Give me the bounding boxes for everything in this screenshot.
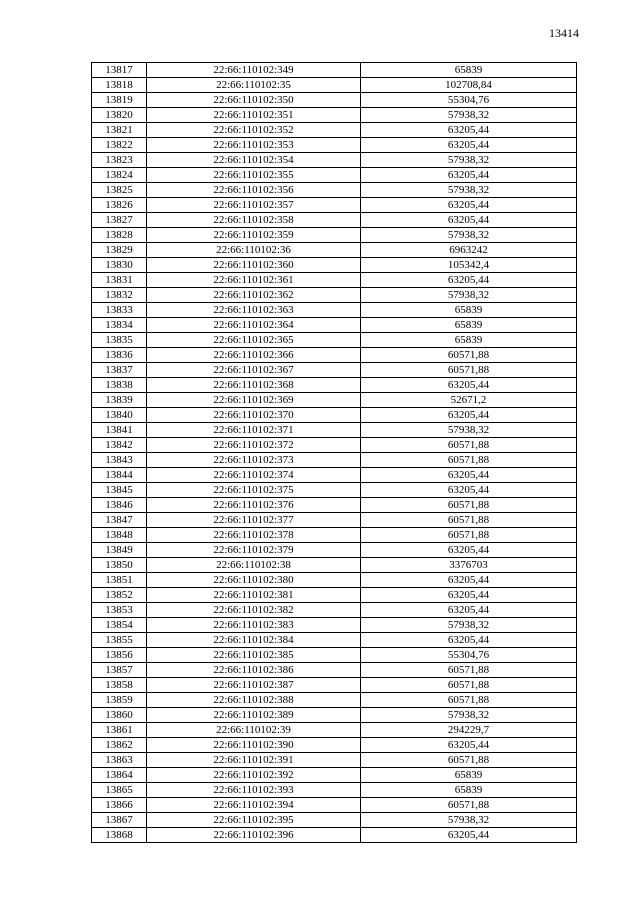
table-row bbox=[92, 438, 577, 453]
row-number-cell: 13821 bbox=[92, 123, 147, 138]
cadastral-number-cell: 22:66:110102:386 bbox=[147, 663, 361, 678]
cadastral-value-cell: 63205,44 bbox=[361, 828, 577, 843]
table-row bbox=[92, 258, 577, 273]
table-row bbox=[92, 543, 577, 558]
cadastral-value-cell: 60571,88 bbox=[361, 798, 577, 813]
row-number-cell: 13841 bbox=[92, 423, 147, 438]
cadastral-number-cell: 22:66:110102:38 bbox=[147, 558, 361, 573]
table-row bbox=[92, 243, 577, 258]
cadastral-number-cell: 22:66:110102:361 bbox=[147, 273, 361, 288]
cadastral-value-cell: 65839 bbox=[361, 783, 577, 798]
cadastral-value-cell: 60571,88 bbox=[361, 438, 577, 453]
table-row bbox=[92, 528, 577, 543]
cadastral-value-cell: 63205,44 bbox=[361, 588, 577, 603]
cadastral-number-cell: 22:66:110102:356 bbox=[147, 183, 361, 198]
cadastral-value-cell: 63205,44 bbox=[361, 378, 577, 393]
table-row bbox=[92, 153, 577, 168]
cadastral-number-cell: 22:66:110102:362 bbox=[147, 288, 361, 303]
row-number-cell: 13834 bbox=[92, 318, 147, 333]
cadastral-value-cell: 65839 bbox=[361, 63, 577, 78]
table-row bbox=[92, 573, 577, 588]
table-row bbox=[92, 558, 577, 573]
cadastral-number-cell: 22:66:110102:359 bbox=[147, 228, 361, 243]
table-row bbox=[92, 618, 577, 633]
row-number-cell: 13838 bbox=[92, 378, 147, 393]
table-row bbox=[92, 423, 577, 438]
cadastral-number-cell: 22:66:110102:369 bbox=[147, 393, 361, 408]
cadastral-value-cell: 60571,88 bbox=[361, 498, 577, 513]
table-row bbox=[92, 108, 577, 123]
row-number-cell: 13863 bbox=[92, 753, 147, 768]
cadastral-number-cell: 22:66:110102:393 bbox=[147, 783, 361, 798]
cadastral-value-cell: 57938,32 bbox=[361, 228, 577, 243]
table-row bbox=[92, 198, 577, 213]
cadastral-number-cell: 22:66:110102:378 bbox=[147, 528, 361, 543]
cadastral-number-cell: 22:66:110102:396 bbox=[147, 828, 361, 843]
cadastral-number-cell: 22:66:110102:380 bbox=[147, 573, 361, 588]
table-row bbox=[92, 348, 577, 363]
row-number-cell: 13859 bbox=[92, 693, 147, 708]
table-row bbox=[92, 303, 577, 318]
cadastral-value-cell: 60571,88 bbox=[361, 348, 577, 363]
cadastral-value-cell: 63205,44 bbox=[361, 738, 577, 753]
cadastral-value-cell: 65839 bbox=[361, 768, 577, 783]
row-number-cell: 13848 bbox=[92, 528, 147, 543]
cadastral-number-cell: 22:66:110102:352 bbox=[147, 123, 361, 138]
table-row bbox=[92, 498, 577, 513]
cadastral-value-cell: 63205,44 bbox=[361, 483, 577, 498]
cadastral-number-cell: 22:66:110102:391 bbox=[147, 753, 361, 768]
cadastral-number-cell: 22:66:110102:375 bbox=[147, 483, 361, 498]
table-row bbox=[92, 588, 577, 603]
cadastral-value-cell: 57938,32 bbox=[361, 288, 577, 303]
row-number-cell: 13843 bbox=[92, 453, 147, 468]
table-row bbox=[92, 333, 577, 348]
cadastral-value-cell: 57938,32 bbox=[361, 423, 577, 438]
cadastral-value-cell: 3376703 bbox=[361, 558, 577, 573]
cadastral-number-cell: 22:66:110102:394 bbox=[147, 798, 361, 813]
row-number-cell: 13837 bbox=[92, 363, 147, 378]
cadastral-value-cell: 63205,44 bbox=[361, 273, 577, 288]
row-number-cell: 13846 bbox=[92, 498, 147, 513]
cadastral-value-cell: 63205,44 bbox=[361, 543, 577, 558]
cadastral-number-cell: 22:66:110102:390 bbox=[147, 738, 361, 753]
table-row bbox=[92, 753, 577, 768]
cadastral-value-cell: 60571,88 bbox=[361, 528, 577, 543]
cadastral-number-cell: 22:66:110102:379 bbox=[147, 543, 361, 558]
row-number-cell: 13866 bbox=[92, 798, 147, 813]
cadastral-number-cell: 22:66:110102:36 bbox=[147, 243, 361, 258]
row-number-cell: 13847 bbox=[92, 513, 147, 528]
table-row bbox=[92, 228, 577, 243]
cadastral-value-cell: 65839 bbox=[361, 333, 577, 348]
row-number-cell: 13861 bbox=[92, 723, 147, 738]
row-number-cell: 13829 bbox=[92, 243, 147, 258]
table-row bbox=[92, 708, 577, 723]
cadastral-number-cell: 22:66:110102:382 bbox=[147, 603, 361, 618]
cadastral-number-cell: 22:66:110102:353 bbox=[147, 138, 361, 153]
row-number-cell: 13854 bbox=[92, 618, 147, 633]
row-number-cell: 13818 bbox=[92, 78, 147, 93]
row-number-cell: 13855 bbox=[92, 633, 147, 648]
row-number-cell: 13858 bbox=[92, 678, 147, 693]
table-row bbox=[92, 78, 577, 93]
row-number-cell: 13835 bbox=[92, 333, 147, 348]
cadastral-number-cell: 22:66:110102:372 bbox=[147, 438, 361, 453]
cadastral-value-cell: 60571,88 bbox=[361, 453, 577, 468]
table-row bbox=[92, 213, 577, 228]
cadastral-value-cell: 52671,2 bbox=[361, 393, 577, 408]
cadastral-value-cell: 105342,4 bbox=[361, 258, 577, 273]
table-body bbox=[92, 63, 577, 843]
cadastral-number-cell: 22:66:110102:367 bbox=[147, 363, 361, 378]
table-row bbox=[92, 663, 577, 678]
row-number-cell: 13822 bbox=[92, 138, 147, 153]
row-number-cell: 13840 bbox=[92, 408, 147, 423]
cadastral-value-cell: 60571,88 bbox=[361, 693, 577, 708]
cadastral-value-cell: 57938,32 bbox=[361, 108, 577, 123]
cadastral-value-cell: 63205,44 bbox=[361, 603, 577, 618]
table-row bbox=[92, 318, 577, 333]
cadastral-number-cell: 22:66:110102:387 bbox=[147, 678, 361, 693]
table-row bbox=[92, 633, 577, 648]
cadastral-value-cell: 60571,88 bbox=[361, 513, 577, 528]
row-number-cell: 13867 bbox=[92, 813, 147, 828]
cadastral-value-cell: 57938,32 bbox=[361, 813, 577, 828]
row-number-cell: 13836 bbox=[92, 348, 147, 363]
cadastral-number-cell: 22:66:110102:373 bbox=[147, 453, 361, 468]
table-row bbox=[92, 648, 577, 663]
cadastral-number-cell: 22:66:110102:35 bbox=[147, 78, 361, 93]
cadastral-number-cell: 22:66:110102:357 bbox=[147, 198, 361, 213]
table-row bbox=[92, 678, 577, 693]
cadastral-number-cell: 22:66:110102:381 bbox=[147, 588, 361, 603]
cadastral-value-cell: 63205,44 bbox=[361, 138, 577, 153]
row-number-cell: 13864 bbox=[92, 768, 147, 783]
cadastral-number-cell: 22:66:110102:395 bbox=[147, 813, 361, 828]
row-number-cell: 13823 bbox=[92, 153, 147, 168]
cadastral-value-cell: 55304,76 bbox=[361, 93, 577, 108]
cadastral-number-cell: 22:66:110102:351 bbox=[147, 108, 361, 123]
cadastral-value-cell: 55304,76 bbox=[361, 648, 577, 663]
row-number-cell: 13824 bbox=[92, 168, 147, 183]
cadastral-number-cell: 22:66:110102:371 bbox=[147, 423, 361, 438]
row-number-cell: 13817 bbox=[92, 63, 147, 78]
cadastral-number-cell: 22:66:110102:385 bbox=[147, 648, 361, 663]
table-row bbox=[92, 468, 577, 483]
cadastral-number-cell: 22:66:110102:388 bbox=[147, 693, 361, 708]
row-number-cell: 13851 bbox=[92, 573, 147, 588]
cadastral-number-cell: 22:66:110102:377 bbox=[147, 513, 361, 528]
cadastral-number-cell: 22:66:110102:383 bbox=[147, 618, 361, 633]
cadastral-value-cell: 294229,7 bbox=[361, 723, 577, 738]
table-row bbox=[92, 288, 577, 303]
row-number-cell: 13853 bbox=[92, 603, 147, 618]
row-number-cell: 13826 bbox=[92, 198, 147, 213]
cadastral-value-cell: 63205,44 bbox=[361, 633, 577, 648]
cadastral-number-cell: 22:66:110102:363 bbox=[147, 303, 361, 318]
row-number-cell: 13857 bbox=[92, 663, 147, 678]
table-row bbox=[92, 363, 577, 378]
table-row bbox=[92, 408, 577, 423]
cadastral-number-cell: 22:66:110102:364 bbox=[147, 318, 361, 333]
row-number-cell: 13868 bbox=[92, 828, 147, 843]
cadastral-number-cell: 22:66:110102:350 bbox=[147, 93, 361, 108]
cadastral-value-table bbox=[91, 62, 577, 843]
cadastral-value-cell: 63205,44 bbox=[361, 573, 577, 588]
row-number-cell: 13828 bbox=[92, 228, 147, 243]
table-row bbox=[92, 393, 577, 408]
cadastral-number-cell: 22:66:110102:376 bbox=[147, 498, 361, 513]
table-row bbox=[92, 123, 577, 138]
cadastral-value-cell: 57938,32 bbox=[361, 183, 577, 198]
cadastral-value-cell: 65839 bbox=[361, 318, 577, 333]
cadastral-value-cell: 65839 bbox=[361, 303, 577, 318]
cadastral-value-cell: 63205,44 bbox=[361, 198, 577, 213]
row-number-cell: 13842 bbox=[92, 438, 147, 453]
table-row bbox=[92, 738, 577, 753]
table-row bbox=[92, 168, 577, 183]
page-number: 13414 bbox=[549, 26, 579, 40]
table-row bbox=[92, 63, 577, 78]
row-number-cell: 13830 bbox=[92, 258, 147, 273]
row-number-cell: 13825 bbox=[92, 183, 147, 198]
row-number-cell: 13831 bbox=[92, 273, 147, 288]
cadastral-value-cell: 63205,44 bbox=[361, 408, 577, 423]
cadastral-number-cell: 22:66:110102:374 bbox=[147, 468, 361, 483]
cadastral-value-cell: 57938,32 bbox=[361, 618, 577, 633]
row-number-cell: 13849 bbox=[92, 543, 147, 558]
row-number-cell: 13832 bbox=[92, 288, 147, 303]
cadastral-value-cell: 60571,88 bbox=[361, 663, 577, 678]
cadastral-number-cell: 22:66:110102:365 bbox=[147, 333, 361, 348]
cadastral-value-cell: 102708,84 bbox=[361, 78, 577, 93]
cadastral-number-cell: 22:66:110102:392 bbox=[147, 768, 361, 783]
table-row bbox=[92, 183, 577, 198]
cadastral-number-cell: 22:66:110102:370 bbox=[147, 408, 361, 423]
table-row bbox=[92, 828, 577, 843]
cadastral-number-cell: 22:66:110102:349 bbox=[147, 63, 361, 78]
cadastral-number-cell: 22:66:110102:358 bbox=[147, 213, 361, 228]
cadastral-value-cell: 60571,88 bbox=[361, 678, 577, 693]
table-row bbox=[92, 603, 577, 618]
table-row bbox=[92, 453, 577, 468]
row-number-cell: 13862 bbox=[92, 738, 147, 753]
cadastral-value-cell: 60571,88 bbox=[361, 753, 577, 768]
cadastral-value-cell: 63205,44 bbox=[361, 213, 577, 228]
row-number-cell: 13865 bbox=[92, 783, 147, 798]
cadastral-number-cell: 22:66:110102:389 bbox=[147, 708, 361, 723]
cadastral-number-cell: 22:66:110102:355 bbox=[147, 168, 361, 183]
cadastral-value-cell: 63205,44 bbox=[361, 468, 577, 483]
cadastral-value-cell: 57938,32 bbox=[361, 708, 577, 723]
cadastral-value-cell: 60571,88 bbox=[361, 363, 577, 378]
row-number-cell: 13844 bbox=[92, 468, 147, 483]
cadastral-value-cell: 63205,44 bbox=[361, 123, 577, 138]
row-number-cell: 13856 bbox=[92, 648, 147, 663]
cadastral-value-cell: 63205,44 bbox=[361, 168, 577, 183]
table-row bbox=[92, 783, 577, 798]
table-row bbox=[92, 273, 577, 288]
row-number-cell: 13833 bbox=[92, 303, 147, 318]
table-row bbox=[92, 138, 577, 153]
cadastral-number-cell: 22:66:110102:384 bbox=[147, 633, 361, 648]
row-number-cell: 13860 bbox=[92, 708, 147, 723]
table-row bbox=[92, 483, 577, 498]
cadastral-number-cell: 22:66:110102:360 bbox=[147, 258, 361, 273]
cadastral-number-cell: 22:66:110102:39 bbox=[147, 723, 361, 738]
row-number-cell: 13827 bbox=[92, 213, 147, 228]
table-row bbox=[92, 798, 577, 813]
table-row bbox=[92, 768, 577, 783]
cadastral-value-cell: 6963242 bbox=[361, 243, 577, 258]
table-row bbox=[92, 513, 577, 528]
table-row bbox=[92, 723, 577, 738]
row-number-cell: 13819 bbox=[92, 93, 147, 108]
table-row bbox=[92, 378, 577, 393]
table-row bbox=[92, 93, 577, 108]
cadastral-number-cell: 22:66:110102:368 bbox=[147, 378, 361, 393]
table-row bbox=[92, 813, 577, 828]
row-number-cell: 13852 bbox=[92, 588, 147, 603]
cadastral-number-cell: 22:66:110102:366 bbox=[147, 348, 361, 363]
row-number-cell: 13850 bbox=[92, 558, 147, 573]
row-number-cell: 13845 bbox=[92, 483, 147, 498]
cadastral-value-cell: 57938,32 bbox=[361, 153, 577, 168]
row-number-cell: 13839 bbox=[92, 393, 147, 408]
row-number-cell: 13820 bbox=[92, 108, 147, 123]
cadastral-number-cell: 22:66:110102:354 bbox=[147, 153, 361, 168]
table-row bbox=[92, 693, 577, 708]
